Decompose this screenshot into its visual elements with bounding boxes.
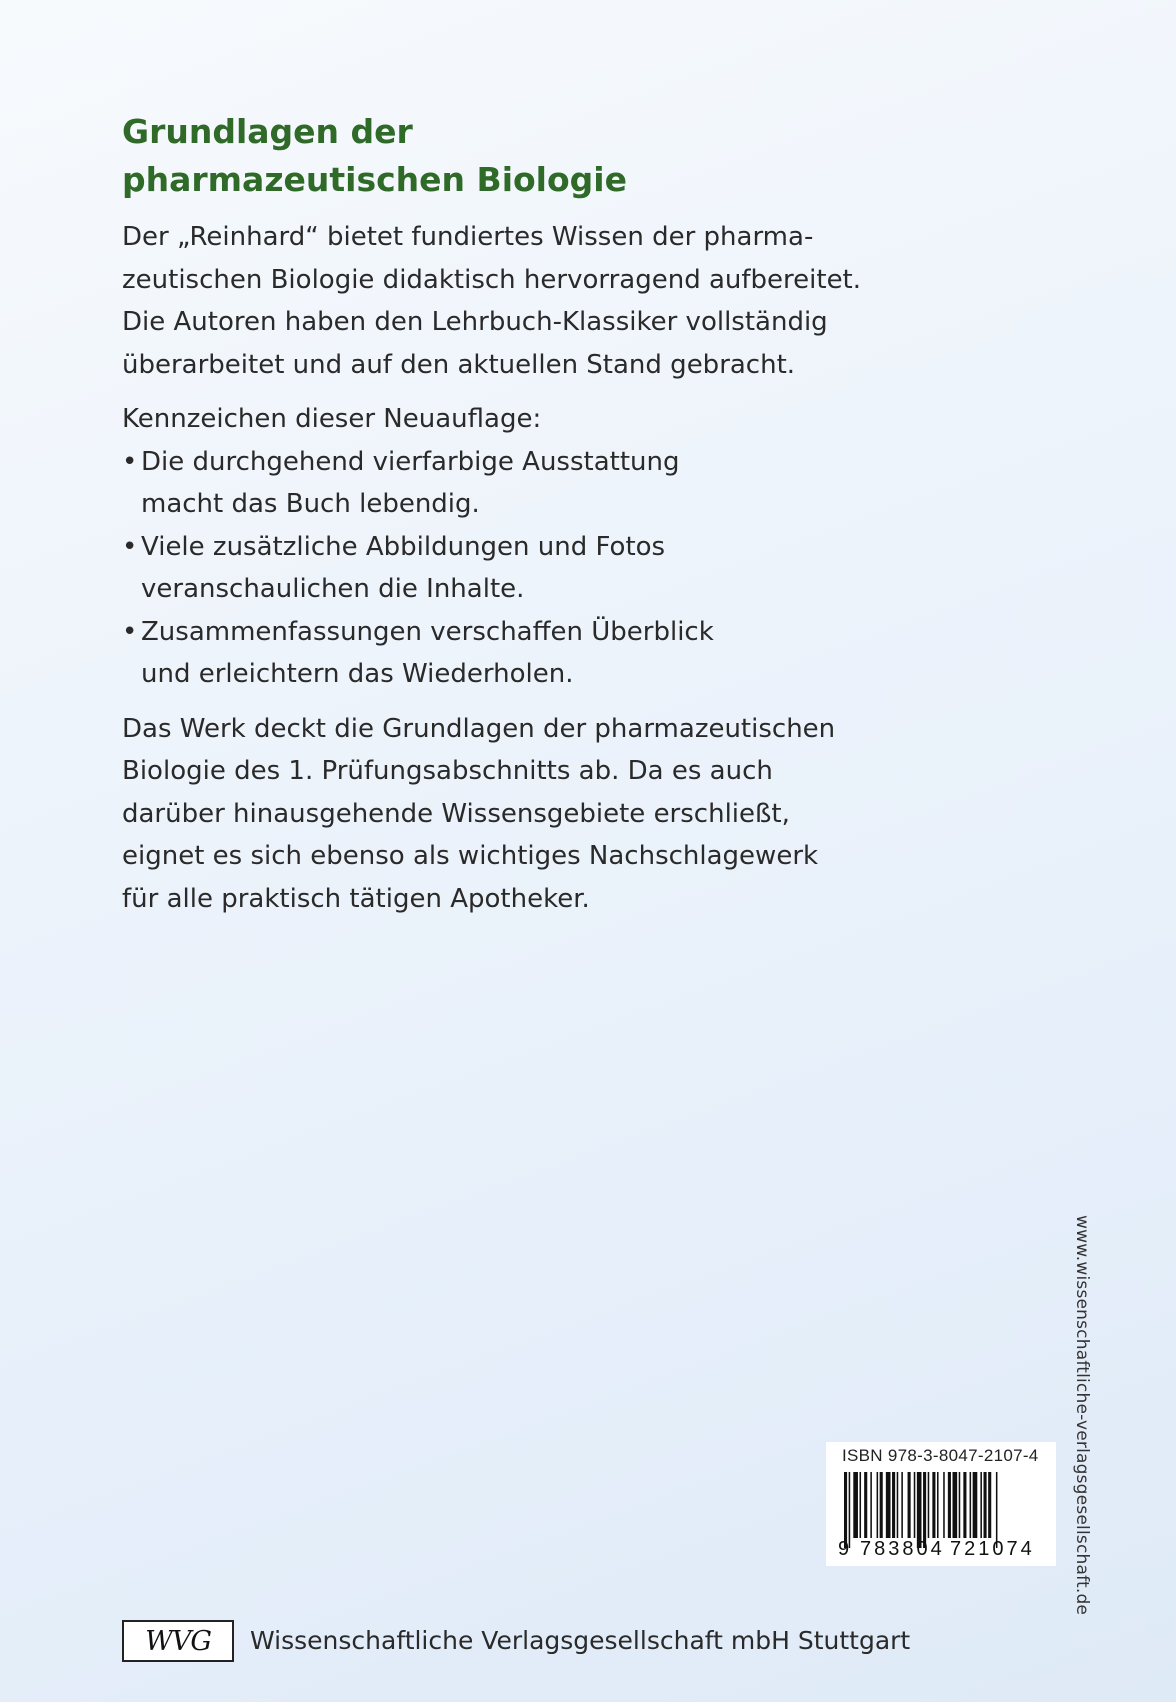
closing-line: Biologie des 1. Prüfungsabschnitts ab. Da es auch bbox=[122, 756, 773, 786]
barcode-bar bbox=[914, 1472, 916, 1538]
barcode-bar bbox=[917, 1472, 922, 1548]
list-item bbox=[122, 526, 882, 611]
bullet-line: macht das Buch lebendig. bbox=[141, 489, 480, 519]
barcode-bar bbox=[897, 1472, 899, 1538]
barcode-bar bbox=[853, 1472, 858, 1538]
intro-line: zeutischen Biologie didaktisch hervorragend aufbereitet. bbox=[122, 264, 862, 295]
isbn-barcode bbox=[826, 1442, 1056, 1566]
barcode-bar bbox=[864, 1472, 867, 1538]
barcode-bar bbox=[932, 1472, 935, 1538]
title-line: Grundlagen der bbox=[122, 112, 413, 151]
publisher-footer bbox=[122, 1620, 1022, 1664]
barcode-bar bbox=[963, 1472, 966, 1538]
features-heading bbox=[122, 398, 882, 441]
closing-line: für alle praktisch tätigen Apotheker. bbox=[122, 883, 590, 914]
intro-line: überarbeitet und auf den aktuellen Stand gebracht. bbox=[122, 349, 796, 380]
features-heading-text: Kennzeichen dieser Neuauflage: bbox=[122, 404, 542, 434]
barcode-digits-left: 783804 bbox=[860, 1538, 945, 1560]
bullet-line: und erleichtern das Wiederholen. bbox=[141, 659, 574, 689]
barcode-digit-first: 9 bbox=[838, 1538, 853, 1560]
closing-line: Das Werk deckt die Grundlagen der pharmazeutischen bbox=[122, 713, 836, 744]
barcode-bar bbox=[984, 1472, 987, 1538]
bullet-icon: • bbox=[122, 616, 138, 647]
barcode-bar bbox=[886, 1472, 891, 1538]
bullet-line: Viele zusätzliche Abbildungen und Fotos bbox=[141, 531, 666, 562]
barcode-bar bbox=[870, 1472, 872, 1538]
barcode-bar bbox=[901, 1472, 903, 1538]
barcode-bar bbox=[973, 1472, 978, 1538]
intro-line: Der „Reinhard“ bietet fundiertes Wissen der pharma- bbox=[122, 222, 814, 252]
closing-line: eignet es sich ebenso als wichtiges Nachschlagewerk bbox=[122, 841, 819, 871]
back-cover-text bbox=[122, 108, 882, 920]
list-item bbox=[122, 441, 882, 526]
barcode-bar bbox=[928, 1472, 930, 1538]
barcode-bar bbox=[849, 1472, 851, 1548]
barcode-bar bbox=[844, 1472, 847, 1548]
barcode-digits-right: 721074 bbox=[950, 1538, 1035, 1560]
barcode-bar bbox=[988, 1472, 991, 1538]
barcode-bar bbox=[980, 1472, 982, 1538]
title-line: pharmazeutischen Biologie bbox=[122, 160, 627, 199]
bullet-icon: • bbox=[122, 446, 138, 477]
bullet-icon: • bbox=[122, 531, 138, 562]
barcode-bar bbox=[860, 1472, 862, 1538]
isbn-label: ISBN 978-3-8047-2107-4 bbox=[842, 1446, 1039, 1465]
intro-line: Die Autoren haben den Lehrbuch-Klassiker vollständig bbox=[122, 307, 828, 337]
features-list bbox=[122, 441, 882, 696]
barcode-bar bbox=[892, 1472, 895, 1538]
closing-paragraph bbox=[122, 708, 882, 921]
barcode-bar bbox=[908, 1472, 911, 1538]
barcode-bar bbox=[948, 1472, 951, 1538]
bullet-line: Die durchgehend vierfarbige Ausstattung bbox=[141, 446, 680, 477]
publisher-logo: WVG bbox=[122, 1620, 234, 1662]
barcode-bar bbox=[923, 1472, 926, 1548]
bullet-line: veranschaulichen die Inhalte. bbox=[141, 574, 525, 604]
publisher-website: www.wissenschaftliche-verlagsgesellschaft.de bbox=[1072, 1215, 1092, 1616]
barcode-bar bbox=[937, 1472, 939, 1538]
book-title bbox=[122, 108, 882, 204]
barcode-bar bbox=[959, 1472, 961, 1538]
barcode-bar bbox=[943, 1472, 945, 1538]
publisher-name: Wissenschaftliche Verlagsgesellschaft mbH Stuttgart bbox=[250, 1626, 911, 1655]
closing-line: darüber hinausgehende Wissensgebiete erschließt, bbox=[122, 798, 790, 829]
bullet-line: Zusammenfassungen verschaffen Überblick bbox=[141, 616, 714, 647]
barcode-bar bbox=[953, 1472, 958, 1538]
barcode-bar bbox=[877, 1472, 879, 1538]
barcode-icon bbox=[836, 1472, 1046, 1548]
intro-paragraph bbox=[122, 216, 882, 386]
barcode-bar bbox=[880, 1472, 883, 1538]
list-item bbox=[122, 611, 882, 696]
barcode-bar bbox=[970, 1472, 972, 1538]
barcode-bar bbox=[996, 1472, 998, 1548]
